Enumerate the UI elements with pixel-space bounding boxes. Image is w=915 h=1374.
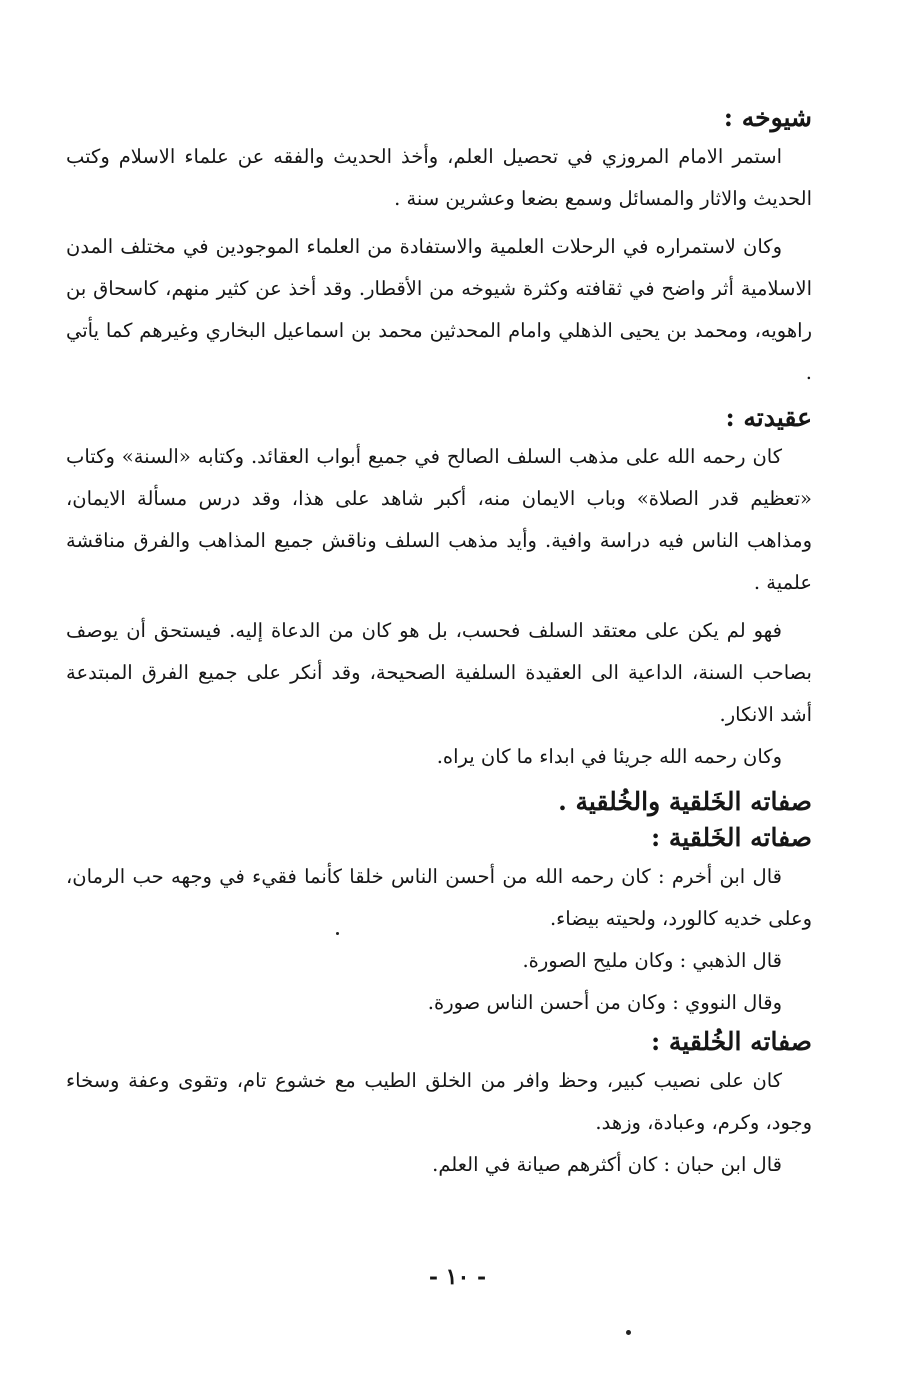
paragraph-shuyukh-1: استمر الامام المروزي في تحصيل العلم، وأخذ الحديث والفقه عن علماء الاسلام وكتب الحديث والاثار والمسائل وسمع بضعا وعشرين سنة . — [66, 145, 812, 210]
paragraph-khuluqiyyah-2: قال ابن حبان : كان أكثرهم صيانة في العلم. — [432, 1153, 782, 1176]
paragraph-khuluqiyyah-1: كان على نصيب كبير، وحظ وافر من الخلق الطيب مع خشوع تام، وتقوى وعفة وسخاء وجود، وكرم، وعبادة، وزهد. — [66, 1069, 812, 1134]
paragraph-aqidah-2: فهو لم يكن على معتقد السلف فحسب، بل هو كان من الدعاة إليه. فيستحق أن يوصف بصاحب السنة، الداعية الى العقيدة السلفية الصحيحة، وقد أنكر على جميع الفرق المبتدعة أشد الانكار. — [66, 619, 812, 726]
heading-sifat: صفاته الخَلقية والخُلقية . — [558, 787, 812, 816]
paragraph-aqidah-1: كان رحمه الله على مذهب السلف الصالح في جميع أبواب العقائد. وكتابه «السنة» وكتاب «تعظيم قدر الصلاة» وباب الايمان منه، أكبر شاهد على هذا، وقد درس مسألة الايمان، ومذاهب الناس فيه دراسة وافية. وأيد مذهب السلف وناقش جميع المذاهب والفرق مناقشة علمية . — [66, 445, 812, 594]
heading-khuluqiyyah: صفاته الخُلقية : — [650, 1027, 812, 1056]
page-body — [66, 100, 812, 1186]
paragraph-shuyukh-2: وكان لاستمراره في الرحلات العلمية والاستفادة من العلماء الموجودين في مختلف المدن الاسلامية أثر واضح في ثقافته وكثرة شيوخه من الأقطار. وقد أخذ عن كثير منهم، كاسحاق بن راهويه، ومحمد بن يحيى الذهلي وامام المحدثين محمد بن اسماعيل البخاري وغيرهم كما يأتي . — [66, 235, 812, 384]
scan-speck — [626, 1330, 631, 1335]
paragraph-khalqiyyah-3: وقال النووي : وكان من أحسن الناس صورة. — [427, 991, 782, 1014]
paragraph-aqidah-3: وكان رحمه الله جريئا في ابداء ما كان يراه. — [436, 745, 782, 768]
heading-khalqiyyah: صفاته الخَلقية : — [650, 823, 812, 852]
heading-shuyukh: شيوخه : — [723, 103, 812, 132]
page-number: - ١٠ - — [428, 1264, 487, 1290]
paragraph-khalqiyyah-1: قال ابن أخرم : كان رحمه الله من أحسن الناس خلقا كأنما فقيء في وجهه حب الرمان، وعلى خديه كالورد، ولحيته بيضاء. — [66, 865, 812, 930]
scan-speck — [336, 932, 339, 935]
paragraph-khalqiyyah-2: قال الذهبي : وكان مليح الصورة. — [522, 949, 782, 972]
heading-aqidah: عقيدته : — [725, 403, 812, 432]
